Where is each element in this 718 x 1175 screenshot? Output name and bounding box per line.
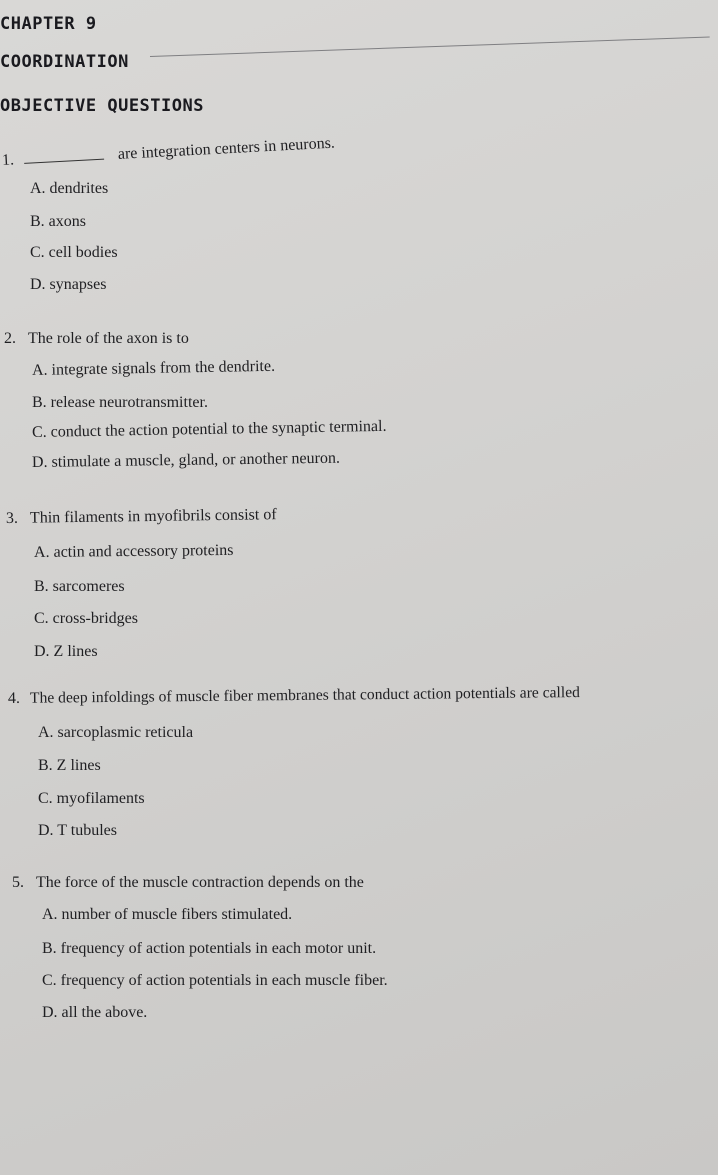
question-text: The force of the muscle contraction depends on the [36,874,364,891]
question-text: are integration centers in neurons. [117,134,336,163]
question-2 [4,330,189,348]
question-number: 5. [12,874,24,891]
option-4d: D. T tubules [38,822,117,839]
question-3 [6,506,277,528]
question-5 [12,874,364,892]
header-rule [150,36,710,57]
option-2b: B. release neurotransmitter. [32,394,208,411]
option-1c: C. cell bodies [30,244,118,261]
question-number: 1. [1,151,15,169]
question-text: The deep infoldings of muscle fiber membranes that conduct action potentials are called [29,684,580,707]
option-5a: A. number of muscle fibers stimulated. [42,906,293,923]
question-text: The role of the axon is to [28,330,189,347]
option-5c: C. frequency of action potentials in each muscle fiber. [42,972,388,989]
option-4a: A. sarcoplasmic reticula [38,724,194,741]
option-3a: A. actin and accessory proteins [33,541,234,561]
option-5b: B. frequency of action potentials in each motor unit. [42,940,377,957]
question-number: 3. [5,509,19,527]
option-2a: A. integrate signals from the dendrite. [31,357,276,379]
option-1b: B. axons [30,213,86,230]
option-3d: D. Z lines [34,643,98,660]
option-1d: D. synapses [30,276,107,293]
option-4c: C. myofilaments [38,790,145,807]
question-number: 4. [7,689,21,707]
question-4 [8,684,580,708]
option-1a: A. dendrites [30,180,109,197]
option-3b: B. sarcomeres [34,578,125,595]
option-4b: B. Z lines [38,757,101,774]
option-5d: D. all the above. [42,1004,148,1021]
option-2c: C. conduct the action potential to the synaptic terminal. [31,417,387,441]
option-3c: C. cross-bridges [34,610,138,627]
chapter-number: CHAPTER 9 [0,14,97,34]
answer-blank [23,145,104,164]
question-text: Thin filaments in myofibrils consist of [29,506,277,527]
section-heading: OBJECTIVE QUESTIONS [0,96,204,116]
chapter-title: COORDINATION [0,52,129,72]
question-1 [1,133,335,170]
question-number: 2. [4,330,16,347]
option-2d: D. stimulate a muscle, gland, or another neuron. [31,449,341,471]
